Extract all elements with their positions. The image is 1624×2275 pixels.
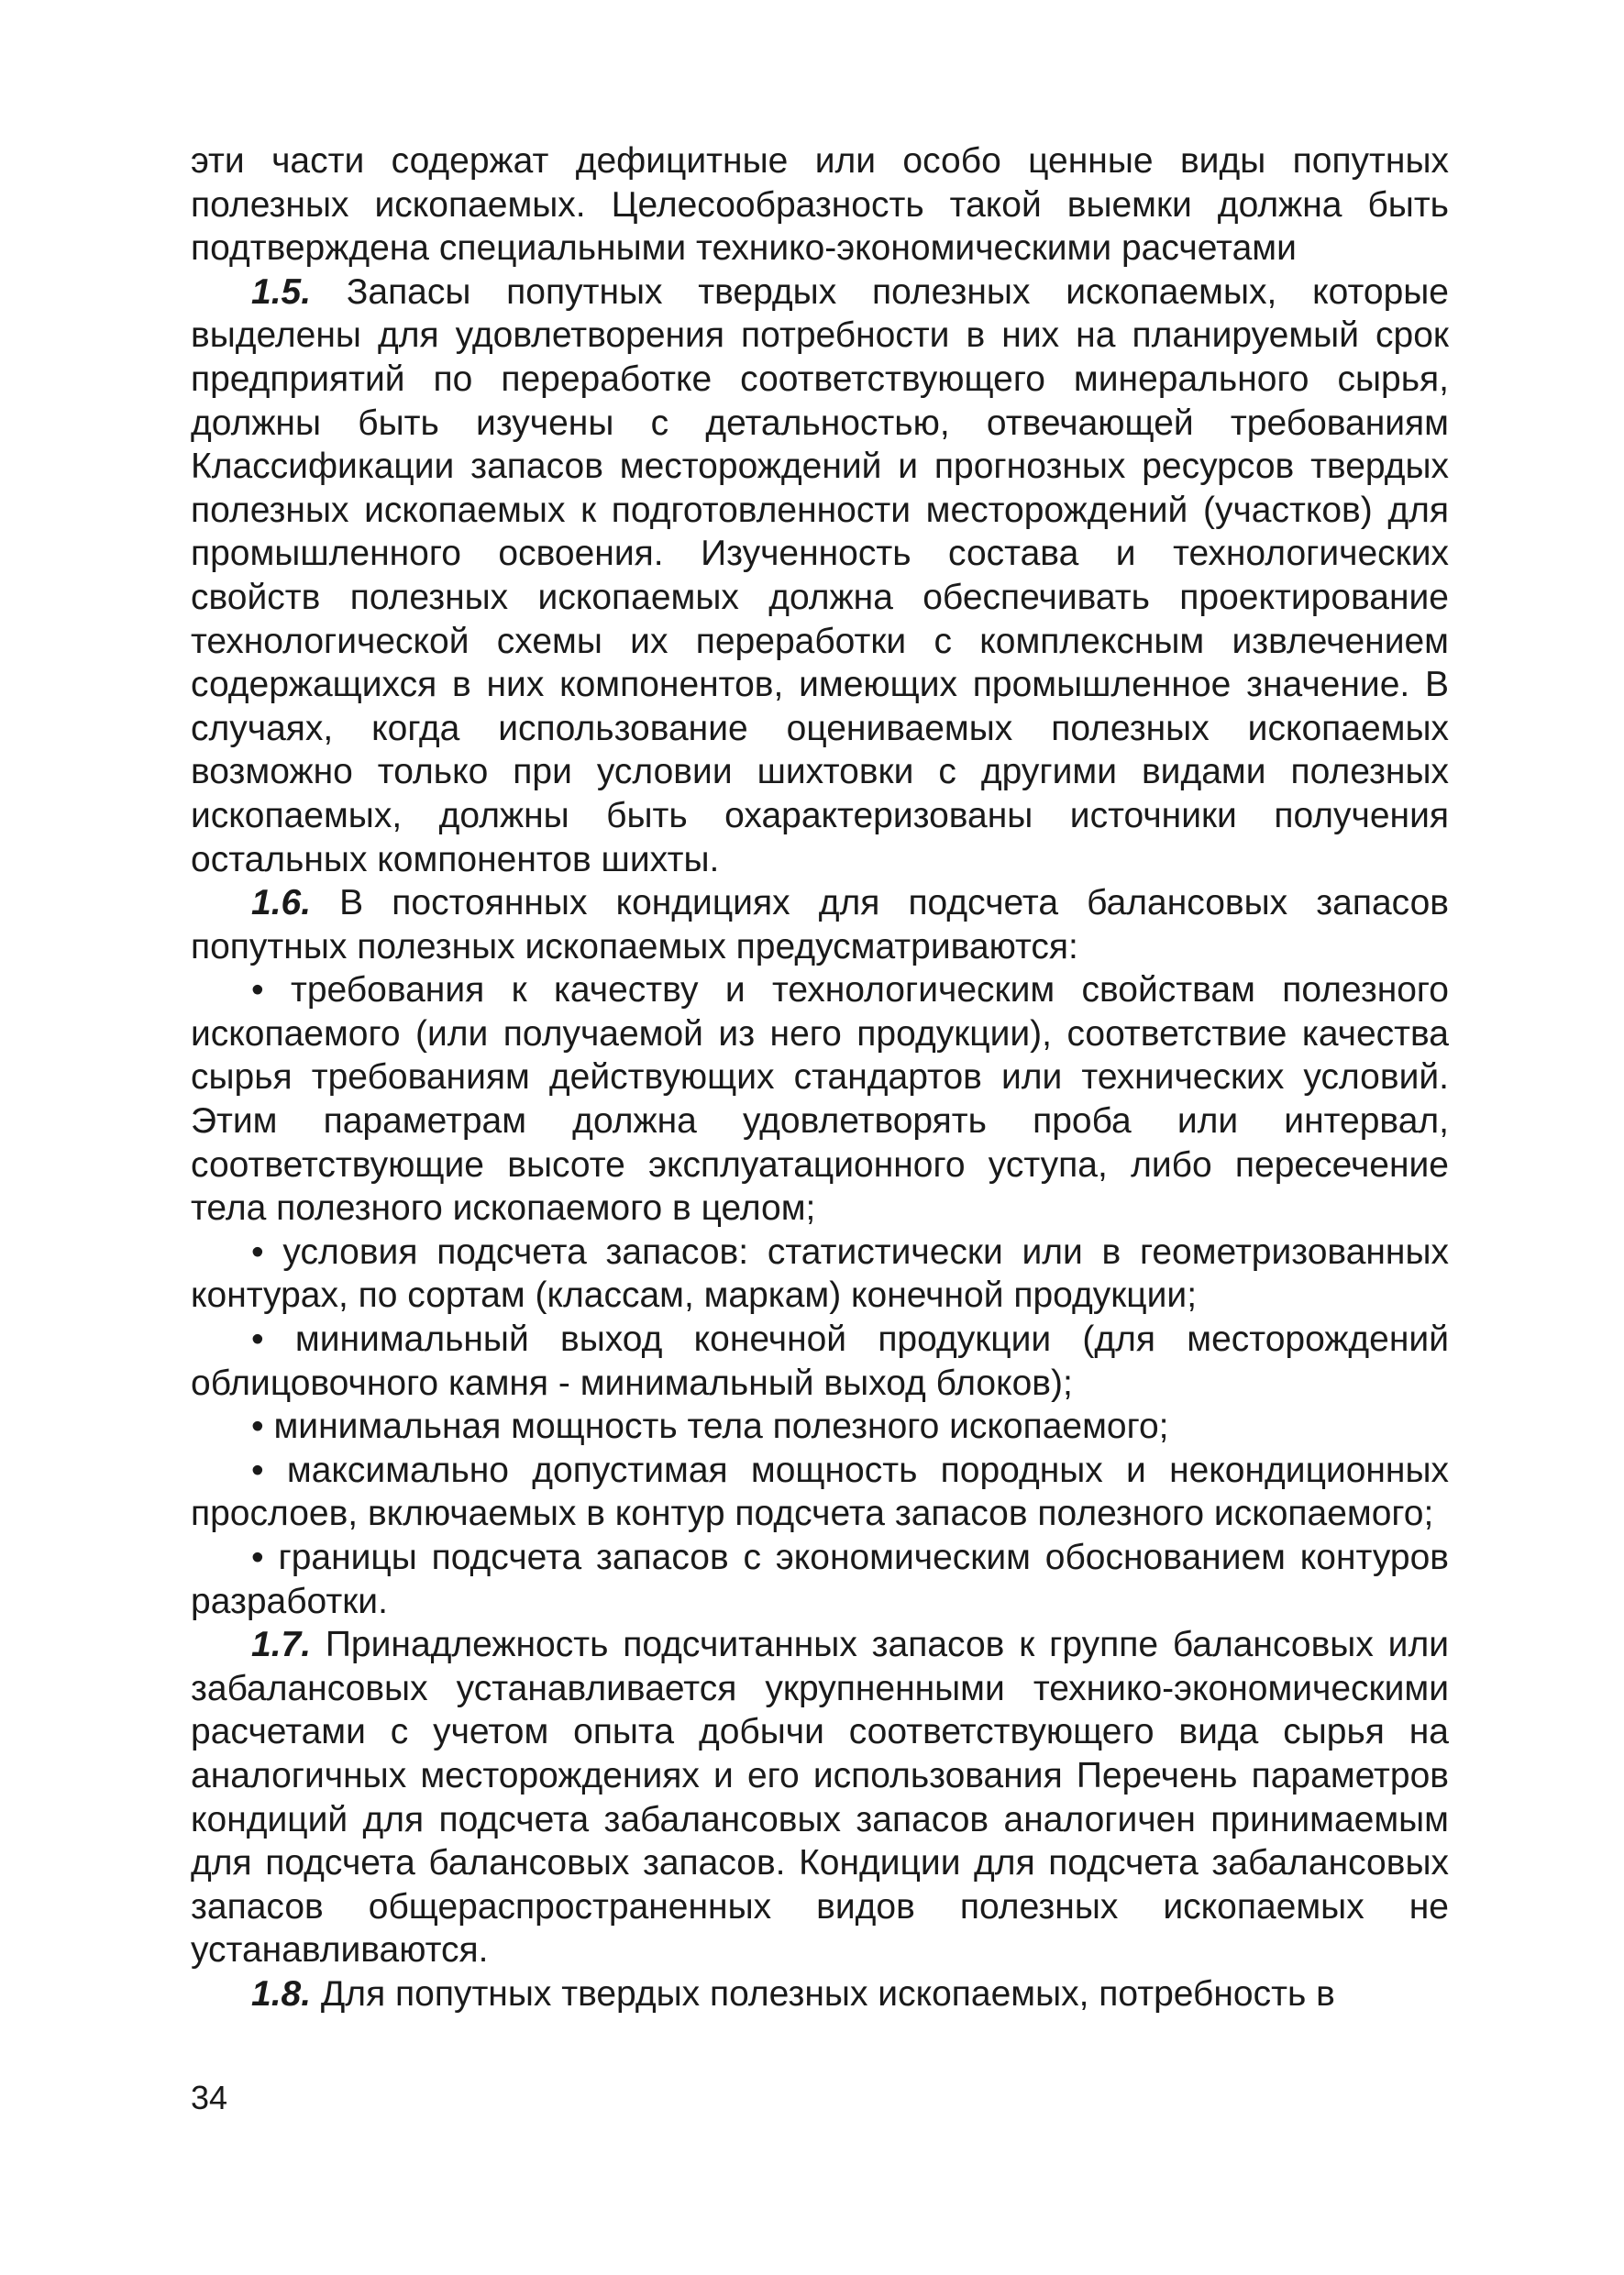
list-item: • минимальная мощность тела полезного ископаемого; xyxy=(251,1407,1169,1447)
section-number: 1.5. xyxy=(251,271,312,312)
paragraph-1-8 xyxy=(191,1972,1449,2016)
paragraph-1-5 xyxy=(191,271,1449,881)
list-item: • границы подсчета запасов с экономическим обоснованием контуров разработки. xyxy=(191,1538,1449,1621)
list-item: • минимальный выход конечной продукции (для месторождений облицовочного камня - минимальный выход блоков); xyxy=(191,1320,1449,1403)
list-item: • требования к качеству и технологическим свойствам полезного ископаемого (или получаемой из него продукции), соответствие качества сырья требованиям действующих стандартов или технических условий. Этим параметрам должна удовлетворять проба или интервал, соответствующие высоте эксплуатационного уступа, либо пересечение тела полезного ископаемого в целом; xyxy=(191,970,1449,1229)
paragraph-text: Запасы попутных твердых полезных ископаемых, которые выделены для удовлетворения потребности в них на планируемый срок предприятий по переработке соответствующего минерального сырья, должны быть изучены с детальностью, отвечающей требованиям Классификации запасов месторождений и прогнозных ресурсов твердых полезных ископаемых к подготовленности месторождений (участков) для промышленного освоения. Изученность состава и технологических свойств полезных ископаемых должна обеспечивать проектирование технологической схемы их переработки с комплексным извлечением содержащихся в них компонентов, имеющих промышленное значение. В случаях, когда использование оцениваемых полезных ископаемых возможно только при условии шихтовки с другими видами полезных ископаемых, должны быть охарактеризованы источники получения остальных компонентов шихты. xyxy=(191,271,1449,879)
paragraph-text: Для попутных твердых полезных ископаемых, потребность в xyxy=(311,1973,1335,2014)
section-number: 1.7. xyxy=(251,1625,312,1665)
body-text xyxy=(191,139,1449,2016)
section-number: 1.6. xyxy=(251,883,312,923)
list-item: • максимально допустимая мощность породных и некондиционных прослоев, включаемых в контур подсчета запасов полезного ископаемого; xyxy=(191,1450,1449,1534)
paragraph-1-6 xyxy=(191,881,1449,968)
section-number: 1.8. xyxy=(251,1973,312,2014)
list-item: • условия подсчета запасов: статистически или в геометризованных контурах, по сортам (классам, маркам) конечной продукции; xyxy=(191,1231,1449,1316)
paragraph-1-7 xyxy=(191,1623,1449,1972)
page-number: 34 xyxy=(191,2079,228,2116)
paragraph-continuation: эти части содержат дефицитные или особо ценные виды попутных полезных ископаемых. Целесообразность такой выемки должна быть подтверждена специальными технико-экономическими расчетами xyxy=(191,141,1449,269)
paragraph-text: Принадлежность подсчитанных запасов к группе балансовых или забалансовых устанавливается укрупненными технико-экономическими расчетами с учетом опыта добычи соответствующего вида сырья на аналогичных месторождениях и его использования Перечень параметров кондиций для подсчета забалансовых запасов аналогичен принимаемым для подсчета балансовых запасов. Кондиции для подсчета забалансовых запасов общераспространенных видов полезных ископаемых не устанавливаются. xyxy=(191,1625,1449,1971)
paragraph-text: В постоянных кондициях для подсчета балансовых запасов попутных полезных ископаемых предусматриваются: xyxy=(191,883,1449,966)
